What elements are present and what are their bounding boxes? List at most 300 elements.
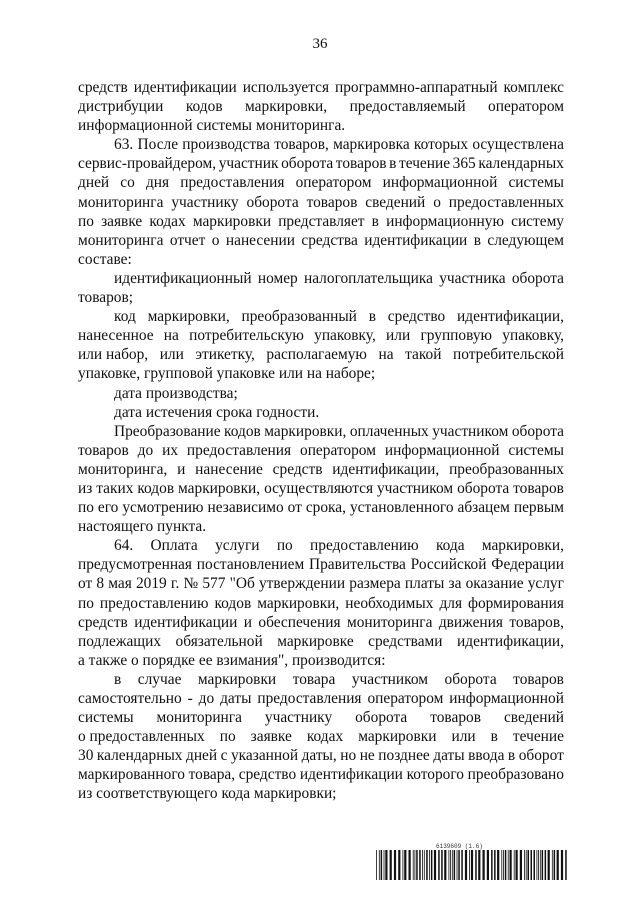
text-word: информационной системы мониторинга.: [78, 117, 346, 135]
text-line: [78, 517, 564, 536]
text-word: до: [198, 690, 215, 707]
barcode-bar: [426, 850, 428, 880]
text-word: и: [243, 613, 252, 631]
barcode-bar: [501, 850, 502, 880]
text-word: движения: [438, 613, 503, 631]
text-word: идентификации,: [332, 460, 440, 478]
barcode-bar: [531, 850, 533, 880]
text-word: отчет: [169, 231, 206, 249]
barcode-bar: [385, 850, 387, 880]
text-line: [78, 154, 564, 173]
text-word: "Об: [229, 575, 255, 593]
text-word: случае: [137, 670, 182, 688]
text-word: даты: [433, 747, 465, 765]
barcode-bar: [520, 850, 522, 880]
barcode-bar: [409, 850, 411, 880]
barcode-bar: [403, 850, 404, 880]
barcode-bar: [398, 850, 400, 880]
barcode-bar: [528, 850, 530, 880]
text-word: маркировки: [197, 670, 277, 688]
barcode-bar: [565, 850, 567, 880]
barcode-bar: [379, 850, 380, 880]
text-word: 63.: [114, 136, 134, 154]
barcode-bar: [494, 850, 496, 880]
text-word: товаров: [78, 441, 129, 459]
text-word: маркировки: [358, 728, 437, 746]
text-word: сервис-провайдером,: [78, 155, 217, 173]
text-word: или: [159, 346, 184, 364]
text-word: нанесенное: [78, 327, 154, 345]
text-word: подлежащих: [78, 632, 162, 650]
text-word: предоставленных: [448, 193, 564, 211]
text-line: [78, 460, 564, 479]
text-word: кодов: [214, 594, 252, 612]
text-word: участника: [439, 269, 506, 287]
text-word: оборота: [246, 193, 299, 211]
barcode-bar: [524, 850, 525, 880]
text-word: располагаемую: [266, 346, 367, 364]
text-word: групповую: [420, 327, 493, 345]
text-word: потребительскую: [189, 327, 304, 345]
text-word: утверждении: [258, 575, 346, 593]
text-word: код: [114, 308, 136, 326]
text-word: услуг: [527, 575, 564, 593]
text-word: маркировки,: [481, 537, 564, 555]
barcode-bar: [413, 850, 414, 880]
text-word: Правительства: [309, 556, 406, 574]
text-word: потребительской: [453, 346, 564, 364]
text-word: в: [473, 231, 481, 249]
text-word: дата истечения срока годности.: [114, 403, 320, 421]
barcode-bar: [384, 850, 385, 880]
barcode-bar: [510, 850, 512, 880]
text-word: комплекс: [503, 79, 564, 96]
text-word: дата производства;: [114, 384, 238, 402]
text-word: участнику: [264, 709, 333, 727]
text-word: участнику: [171, 193, 239, 211]
text-word: или набор,: [78, 346, 149, 364]
barcode-bar: [475, 850, 477, 880]
text-line: [78, 212, 564, 231]
text-word: налогоплательщика: [303, 269, 433, 287]
text-word: Оплата: [150, 537, 198, 555]
text-word: оборота: [355, 709, 408, 727]
text-word: обеспечения: [258, 613, 341, 631]
text-word: такой: [405, 346, 442, 364]
barcode-bar: [508, 850, 509, 880]
text-word: средств: [78, 613, 128, 631]
barcode-bar: [422, 850, 423, 880]
barcode-bar: [394, 850, 396, 880]
text-word: заявке: [101, 212, 143, 230]
text-line: [78, 784, 564, 803]
text-word: упаковке, групповой упаковке или на наборе;: [78, 365, 376, 383]
text-line: [78, 326, 564, 345]
text-word: ввода: [468, 747, 505, 765]
text-line: [78, 307, 564, 326]
text-word: даты: [220, 690, 252, 707]
text-word: товаров: [513, 670, 564, 688]
text-word: предусмотренная: [78, 556, 192, 574]
text-word: 577: [202, 575, 226, 593]
document-code: 6139609 (1.6): [436, 843, 483, 850]
barcode-bar: [419, 850, 421, 880]
text-word: маркировки,: [245, 98, 328, 116]
text-word: или: [386, 327, 411, 345]
text-word: 2019: [135, 575, 167, 593]
barcode-bar: [415, 850, 416, 880]
barcode-bar: [471, 850, 473, 880]
text-word: с: [220, 747, 228, 765]
text-word: первым: [513, 499, 564, 517]
text-word: предоставления: [180, 174, 285, 192]
text-word: средствами: [368, 632, 443, 650]
barcode-bar: [469, 850, 470, 880]
text-word: оборота: [511, 269, 564, 287]
text-word: сведений: [503, 709, 564, 727]
barcode-bar: [552, 850, 553, 880]
text-word: системы: [78, 709, 134, 727]
text-word: заявке: [250, 728, 292, 746]
barcode-bar: [491, 850, 493, 880]
text-word: установленного: [349, 499, 454, 517]
text-word: г.: [170, 575, 180, 593]
text-word: в: [507, 747, 516, 765]
text-word: информационной: [384, 441, 500, 459]
text-word: товара,: [188, 766, 236, 784]
text-word: сведений: [365, 193, 426, 211]
barcode-bar: [557, 850, 559, 880]
text-word: от: [78, 575, 93, 593]
text-word: услуги: [215, 537, 260, 555]
barcode-bar: [537, 850, 538, 880]
text-word: идентификации: [134, 613, 238, 631]
barcode-bar: [514, 850, 515, 880]
barcode-bar: [449, 850, 450, 880]
text-word: идентификации: [364, 231, 468, 249]
barcode-bar: [465, 850, 467, 880]
barcode-bar: [458, 850, 460, 880]
text-word: производства: [182, 136, 270, 154]
text-line: [78, 231, 564, 250]
text-word: маркировки,: [178, 479, 261, 497]
text-line: [78, 97, 564, 116]
text-word: по: [219, 728, 236, 746]
text-line: [78, 479, 564, 498]
text-word: и: [177, 460, 186, 478]
text-word: по: [78, 499, 94, 517]
text-word: товаров;: [78, 289, 134, 307]
text-word: представляет: [278, 212, 365, 230]
text-word: кодов: [224, 422, 261, 440]
text-word: преобразованный: [241, 308, 357, 326]
text-word: товара: [292, 670, 336, 688]
text-line: [78, 670, 564, 689]
text-word: идентификации: [299, 766, 403, 784]
text-word: маркировке: [277, 632, 354, 650]
text-word: до: [137, 441, 154, 459]
text-word: которого: [406, 766, 464, 784]
barcode-bar: [478, 850, 480, 880]
text-word: оборота: [457, 479, 510, 497]
text-word: информационной: [449, 690, 564, 707]
text-word: обязательной: [175, 632, 263, 650]
text-word: дня: [145, 174, 170, 192]
text-word: мониторинга: [156, 709, 242, 727]
text-line: [78, 422, 564, 441]
barcode-bar: [516, 850, 518, 880]
text-word: а также о порядке ее взимания", производится:: [78, 651, 386, 669]
text-word: их: [162, 441, 179, 459]
text-line: [78, 536, 564, 555]
text-word: Российской: [410, 556, 487, 574]
text-word: мониторинга,: [78, 460, 168, 478]
barcode-bar: [441, 850, 443, 880]
text-word: таких: [96, 479, 134, 497]
text-word: за: [448, 575, 462, 593]
barcode-bar: [561, 850, 563, 880]
text-word: товаров: [306, 193, 358, 211]
text-word: оператором: [295, 174, 372, 192]
text-word: срока,: [305, 499, 346, 517]
text-word: участником: [432, 422, 509, 440]
text-line: [78, 135, 564, 154]
text-line: [78, 441, 564, 460]
text-line: [78, 345, 564, 364]
text-word: №: [183, 575, 199, 593]
text-word: нанесение: [195, 460, 263, 478]
text-word: средств: [78, 79, 128, 96]
text-word: оборота: [281, 155, 334, 173]
text-word: упаковку,: [314, 327, 376, 345]
text-word: предоставлению: [99, 594, 209, 612]
text-line: [78, 384, 564, 403]
text-word: товаров: [513, 479, 564, 497]
text-word: этикетку,: [195, 346, 255, 364]
barcode-bar: [538, 850, 539, 880]
text-word: оборот: [518, 747, 564, 765]
barcode-bar: [505, 850, 507, 880]
text-line: [78, 765, 564, 784]
text-word: предоставляемый: [349, 98, 466, 116]
text-word: Федерации: [491, 556, 564, 574]
text-word: системы: [508, 441, 564, 459]
barcode-bar: [452, 850, 453, 880]
text-word: оборота: [444, 670, 497, 688]
text-word: средств: [272, 460, 323, 478]
text-word: дней: [185, 747, 218, 765]
text-word: маркировка: [333, 136, 410, 154]
text-word: После: [137, 136, 179, 154]
text-line: [78, 613, 564, 632]
barcode-bar: [438, 850, 440, 880]
text-word: средство: [238, 766, 297, 784]
text-word: идентификации,: [457, 632, 564, 650]
text-word: мая: [108, 575, 132, 593]
text-word: указанной: [230, 747, 299, 765]
text-word: течение: [399, 155, 451, 173]
text-line: [78, 555, 564, 574]
text-word: в: [490, 728, 498, 746]
text-line: [78, 574, 564, 593]
text-word: следующем: [487, 231, 564, 249]
barcode-bar: [548, 850, 550, 880]
text-word: маркировки,: [264, 422, 347, 440]
text-line: [78, 173, 564, 192]
text-word: течение: [512, 728, 564, 746]
barcode-bar: [376, 850, 377, 880]
text-word: самостоятельно: [78, 690, 182, 707]
text-word: 30: [78, 747, 94, 765]
text-word: средство: [387, 308, 446, 326]
document-body: [78, 78, 564, 804]
text-word: кодах: [149, 212, 186, 230]
barcode-bar: [534, 850, 536, 880]
barcode-bar: [487, 850, 489, 880]
barcode-bar: [434, 850, 436, 880]
text-word: предоставлению: [310, 537, 419, 555]
text-line: [78, 498, 564, 517]
text-word: мониторинга: [78, 193, 164, 211]
barcode-bar: [454, 850, 456, 880]
text-word: используется: [242, 79, 330, 96]
text-word: товаров,: [509, 613, 564, 631]
text-word: участник: [218, 155, 279, 173]
barcode-bar: [444, 850, 446, 880]
barcode-bar: [416, 850, 418, 880]
text-word: преобразовано: [467, 766, 564, 784]
text-word: которых: [413, 136, 469, 154]
text-word: постановлением: [196, 556, 305, 574]
text-word: или: [451, 728, 476, 746]
barcode-image: [376, 850, 568, 880]
text-word: товаров: [335, 155, 387, 173]
barcode-bar: [497, 850, 499, 880]
text-line: [78, 250, 564, 269]
text-line: [78, 632, 564, 651]
text-word: необходимых: [345, 594, 434, 612]
text-line: [78, 403, 564, 422]
text-word: упаковку,: [502, 327, 564, 345]
text-word: нанесении: [225, 231, 295, 249]
text-word: о предоставленных: [78, 728, 205, 746]
text-word: оборота: [511, 422, 564, 440]
text-line: [78, 746, 564, 765]
text-word: 8: [96, 575, 105, 593]
text-word: о: [433, 193, 441, 211]
text-word: участником: [376, 479, 454, 497]
text-line: [78, 288, 564, 307]
text-word: маркировки: [192, 212, 272, 230]
text-word: осуществлена: [472, 136, 564, 154]
text-word: 365: [452, 155, 476, 173]
text-word: на: [378, 346, 394, 364]
text-word: -: [187, 690, 193, 707]
text-word: размера: [349, 575, 401, 593]
text-word: оператором: [367, 690, 444, 707]
barcode-bar: [429, 850, 430, 880]
barcode-bar: [545, 850, 547, 880]
text-word: кодах: [306, 728, 344, 746]
barcode-bar: [404, 850, 406, 880]
text-line: [78, 193, 564, 212]
text-word: в: [368, 308, 376, 326]
text-word: маркировки,: [257, 594, 340, 612]
text-word: идентификации: [133, 79, 237, 96]
text-word: информационной: [382, 174, 498, 192]
text-word: товаров: [430, 709, 481, 727]
text-word: по: [276, 537, 293, 555]
text-word: программно-аппаратный: [334, 79, 498, 96]
text-word: 64.: [114, 537, 134, 555]
barcode-bar: [483, 850, 485, 880]
text-word: участником: [351, 670, 428, 688]
text-word: кодов: [185, 98, 223, 116]
barcode-bar: [503, 850, 504, 880]
text-word: от: [287, 499, 302, 517]
text-word: его: [97, 499, 119, 517]
text-word: в: [114, 670, 122, 688]
text-word: платы: [404, 575, 445, 593]
text-word: систему: [511, 212, 564, 230]
page-number: 36: [312, 36, 328, 52]
barcode-bar: [457, 850, 458, 880]
text-word: о: [211, 231, 220, 249]
text-word: со: [120, 174, 135, 192]
text-word: позднее: [378, 747, 430, 765]
text-word: оператором: [488, 98, 564, 116]
text-line: [78, 116, 564, 135]
text-word: по: [78, 594, 94, 612]
text-word: но: [340, 747, 357, 765]
text-word: независимо: [207, 499, 284, 517]
text-word: дистрибуции: [78, 98, 164, 116]
barcode-bar: [424, 850, 425, 880]
text-word: номер: [257, 269, 298, 287]
text-word: даты,: [301, 747, 337, 765]
text-word: системы: [508, 174, 564, 192]
text-word: для: [439, 594, 463, 612]
text-word: абзацем: [457, 499, 510, 517]
text-word: в: [389, 155, 397, 173]
barcode-bar: [450, 850, 451, 880]
text-word: предоставления: [186, 441, 292, 459]
text-word: кода: [435, 537, 465, 555]
text-word: кодов: [137, 479, 175, 497]
text-word: составе:: [78, 250, 132, 268]
text-word: предоставления: [257, 690, 362, 707]
barcode-bar: [381, 850, 383, 880]
text-word: на: [163, 327, 179, 345]
text-word: Преобразование: [114, 422, 221, 440]
text-word: оплаченных: [349, 422, 429, 440]
text-line: [78, 78, 564, 97]
text-word: мониторинга: [78, 231, 164, 249]
text-word: мониторинга: [346, 613, 433, 631]
text-line: [78, 651, 564, 670]
text-word: не: [359, 747, 375, 765]
text-word: информационную: [386, 212, 504, 230]
text-word: календарных: [478, 155, 564, 173]
text-word: в: [371, 212, 379, 230]
text-line: [78, 689, 564, 708]
barcode-bar: [540, 850, 541, 880]
barcode-bar: [390, 850, 392, 880]
text-word: усмотрению: [122, 499, 204, 517]
text-word: календарных: [96, 747, 183, 765]
text-word: идентификационный: [114, 269, 252, 287]
text-line: [78, 727, 564, 746]
